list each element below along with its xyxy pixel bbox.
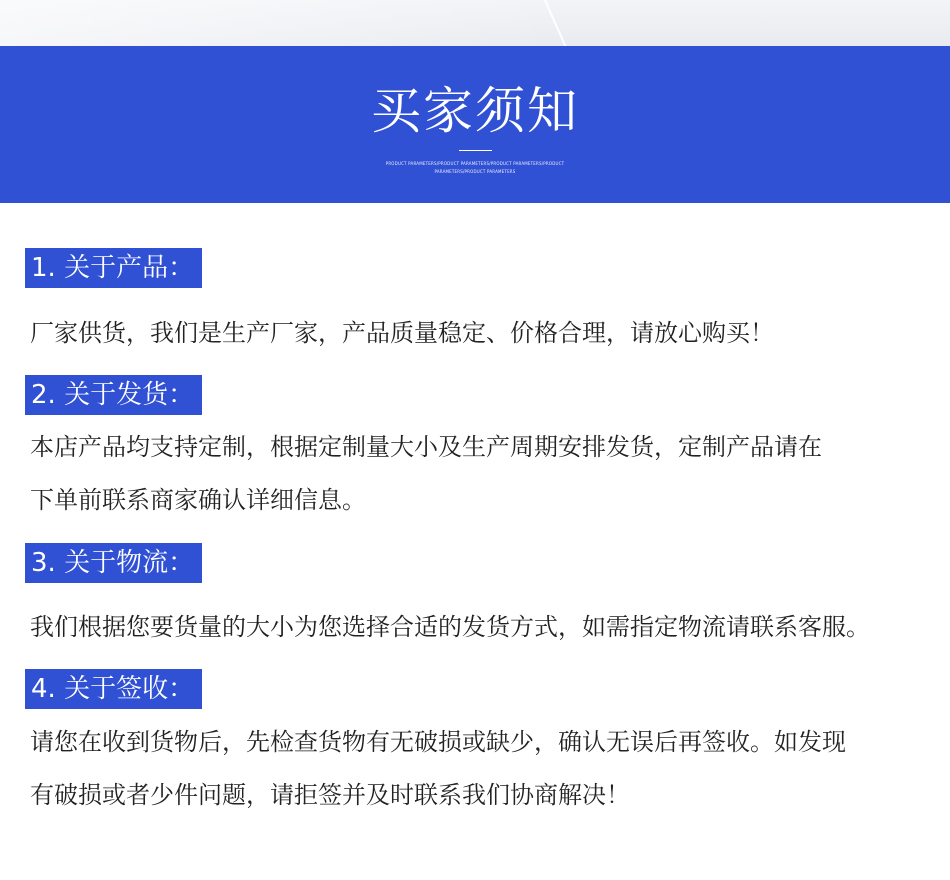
gloss-highlight xyxy=(0,0,560,46)
header-banner xyxy=(0,46,950,203)
section-text-signing-line-2: 有破损或者少件问题，请拒签并及时联系我们协商解决！ xyxy=(30,781,630,809)
banner-title: 买家须知 xyxy=(371,82,579,140)
top-decorative-strip xyxy=(0,0,950,46)
section-heading-shipping: 2. 关于发货： xyxy=(25,375,202,415)
banner-divider xyxy=(459,150,492,151)
section-text-shipping-line-2: 下单前联系商家确认详细信息。 xyxy=(30,486,366,514)
section-text-signing-line-1: 请您在收到货物后，先检查货物有无破损或缺少，确认无误后再签收。如发现 xyxy=(30,728,846,756)
section-text-shipping-line-1: 本店产品均支持定制，根据定制量大小及生产周期安排发货，定制产品请在 xyxy=(30,433,822,461)
section-text-product-line-1: 厂家供货，我们是生产厂家，产品质量稳定、价格合理，请放心购买！ xyxy=(30,319,774,347)
section-heading-logistics: 3. 关于物流： xyxy=(25,543,202,583)
section-heading-product: 1. 关于产品： xyxy=(25,248,202,288)
section-text-logistics-line-1: 我们根据您要货量的大小为您选择合适的发货方式，如需指定物流请联系客服。 xyxy=(30,613,870,641)
banner-subtitle: PRODUCT PARAMETERS/PRODUCT PARAMETERS/PRODUCT PARAMETERS/PRODUCT PARAMETERS/PRODUCT PARAMETERS xyxy=(385,161,565,174)
section-heading-signing: 4. 关于签收： xyxy=(25,669,202,709)
